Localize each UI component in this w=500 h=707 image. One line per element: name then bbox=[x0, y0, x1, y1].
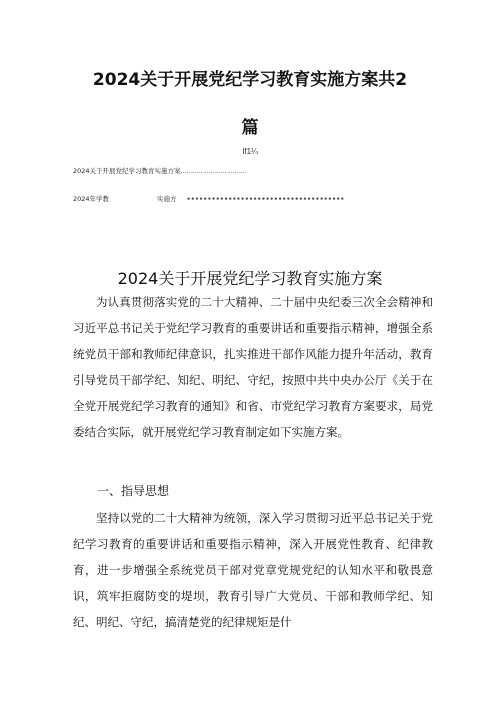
document-title-line-1: 2024关于开展党纪学习教育实施方案共2 bbox=[92, 70, 408, 90]
section-heading-guiding-ideology: 一、指导思想 bbox=[97, 484, 170, 498]
toc-entry[interactable] bbox=[73, 194, 344, 203]
section-title: 2024关于开展党纪学习教育实施方案 bbox=[117, 269, 383, 288]
toc-entry-text: 2024关于开展党纪学习教育实施方案 bbox=[73, 167, 181, 175]
document-title-line-2: 篇 bbox=[241, 118, 259, 138]
toc-leader-dots: …………………………… bbox=[180, 167, 247, 175]
toc-leader-dots: •••••••••••••••••••••••••••••••••••••• bbox=[186, 195, 345, 203]
toc-entry-text: 2024年学教 bbox=[73, 195, 110, 203]
toc-heading: If1¼ bbox=[242, 147, 258, 156]
toc-entry-text-2: 实施方 bbox=[157, 195, 177, 203]
body-paragraph: 为认真贯彻落实党的二十大精神、二十届中央纪委三次全会精神和习近平总书记关于党纪学习教育的重要讲话和重要指示精神，增强全系统党员干部和教师纪律意识，扎实推进干部作风能力提升年活动，教育引导党员干部学纪、知纪、明纪、守纪，按照中共中央办公厅《关于在全党开展党纪学习教育的通知》和省、市党纪学习教育方案要求，局党委结合实际，就开展党纪学习教育制定如下实施方案。 bbox=[73, 295, 433, 439]
toc-entry[interactable] bbox=[73, 166, 247, 175]
body-paragraph: 坚持以党的二十大精神为统领，深入学习贯彻习近平总书记关于党纪学习教育的重要讲话和重要指示精神，深入开展党性教育、纪律教育，进一步增强全系统党员干部对党章党规党纪的认知水平和敬畏意识，筑牢拒腐防变的堤坝，教育引导广大党员、干部和教师学纪、知纪、明纪、守纪，搞清楚党的纪律规矩是什 bbox=[73, 511, 433, 629]
